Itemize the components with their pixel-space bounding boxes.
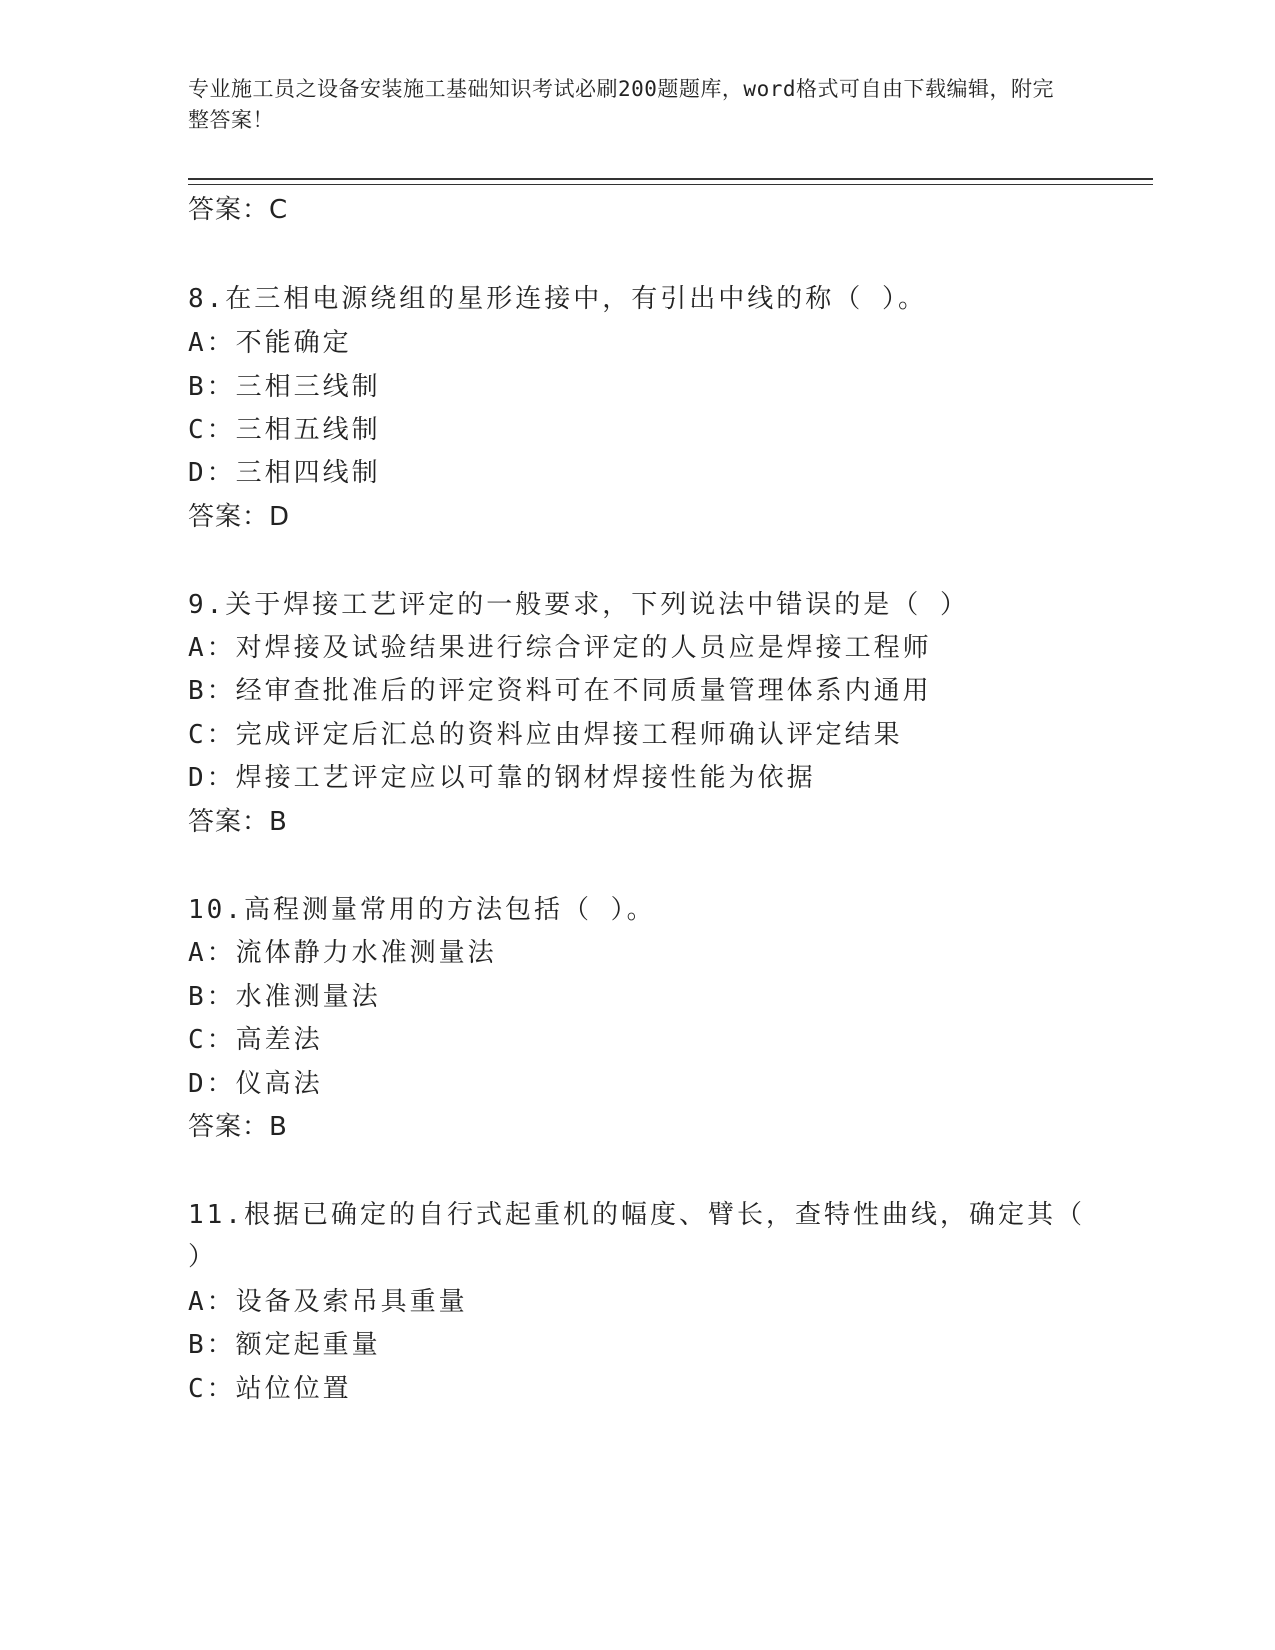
question-11-option-c: C：站位位置 xyxy=(188,1374,352,1404)
question-11-option-b: B：额定起重量 xyxy=(188,1330,381,1360)
question-10-option-b: B：水准测量法 xyxy=(188,982,381,1012)
header-rule xyxy=(188,178,1153,180)
question-10-answer: 答案：B xyxy=(188,1112,288,1142)
previous-answer: 答案：C xyxy=(188,195,289,225)
document-header: 专业施工员之设备安装施工基础知识考试必刷200题题库，word格式可自由下载编辑，附完整答案！ xyxy=(188,77,1054,132)
question-8-option-b: B：三相三线制 xyxy=(188,372,381,402)
question-8-option-d: D：三相四线制 xyxy=(188,458,381,488)
question-9-stem: 9.关于焊接工艺评定的一般要求，下列说法中错误的是（ ） xyxy=(188,590,969,620)
question-9-option-a: A：对焊接及试验结果进行综合评定的人员应是焊接工程师 xyxy=(188,633,932,663)
question-8-stem: 8.在三相电源绕组的星形连接中，有引出中线的称（ ）。 xyxy=(188,284,927,314)
question-10-option-a: A：流体静力水准测量法 xyxy=(188,938,497,968)
header-rule-thin xyxy=(188,184,1153,185)
question-9-answer: 答案：B xyxy=(188,807,288,837)
question-11-stem-continued: ） xyxy=(188,1242,218,1272)
question-10-option-d: D：仪高法 xyxy=(188,1069,323,1099)
question-8-option-a: A：不能确定 xyxy=(188,328,352,358)
question-11-stem: 11.根据已确定的自行式起重机的幅度、臂长，查特性曲线，确定其（ xyxy=(188,1200,1085,1230)
question-9-option-c: C：完成评定后汇总的资料应由焊接工程师确认评定结果 xyxy=(188,720,903,750)
question-9-option-b: B：经审查批准后的评定资料可在不同质量管理体系内通用 xyxy=(188,676,932,706)
question-8-answer: 答案：D xyxy=(188,502,291,532)
question-10-stem: 10.高程测量常用的方法包括（ ）。 xyxy=(188,895,656,925)
question-8-option-c: C：三相五线制 xyxy=(188,415,381,445)
question-9-option-d: D：焊接工艺评定应以可靠的钢材焊接性能为依据 xyxy=(188,763,816,793)
question-11-option-a: A：设备及索吊具重量 xyxy=(188,1287,468,1317)
question-10-option-c: C：高差法 xyxy=(188,1025,323,1055)
